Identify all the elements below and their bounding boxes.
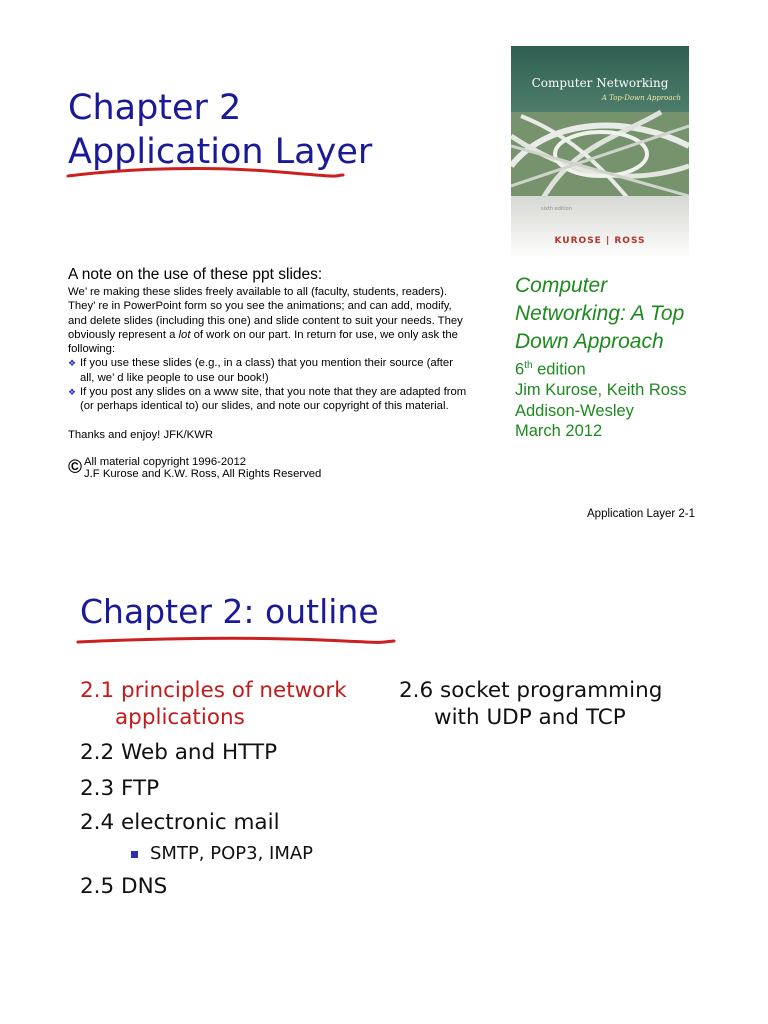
note-paragraph-emphasis: lot [178,328,191,341]
outline-item-2-2: 2.2 Web and HTTP [80,740,278,765]
outline-subitem-mail-protocols: SMTP, POP3, IMAP [150,843,314,864]
outline-title-underline [72,632,402,650]
edition-suffix: th [524,360,533,371]
outline-item-2-6-line-2: with UDP and TCP [434,705,626,730]
slide-title-line-1: Chapter 2 [68,88,242,128]
note-bullet-text: If you post any slides on a www site, that you note that they are adapted from (or perhaps identical to) our slides, and note our copyright of this material. [80,386,467,413]
outline-item-2-3: 2.3 FTP [80,776,160,801]
cover-edition: sixth edition [541,206,572,212]
outline-item-2-1-line-2: applications [115,705,245,730]
cover-authors: KUROSE | ROSS [554,236,646,246]
book-date: March 2012 [515,422,603,440]
usage-note [68,266,468,484]
cover-title: Computer Networking [531,76,669,90]
edition-word: edition [532,360,586,379]
slide-number: Application Layer 2-1 [587,508,696,520]
title-underline [60,164,360,186]
note-paragraph-part-2: of work on our part. In return for use, we only ask the following: [68,328,458,356]
note-bullet-list [68,356,468,413]
note-bullet-text: If you use these slides (e.g., in a class) that you mention their source (after all, we’ d like people to use our book!) [80,357,453,384]
copyright-icon: © [68,456,82,478]
note-paragraph [68,285,468,356]
book-edition [515,356,755,380]
slide-title-line-2: Application Layer [68,132,373,172]
book-title-line-1: Computer [515,274,608,297]
outline-title: Chapter 2: outline [80,592,379,631]
diamond-bullet-icon: ❖ [68,387,77,398]
note-bullet-item [68,385,468,414]
note-paragraph-part-1: We’ re making these slides freely available to all (faculty, students, readers). They’ re in PowerPoint form so you see the animations; and can add, modify, and delete slides (including this one) and slide content to suit your needs. They obviously represent a [68,286,463,341]
square-bullet-icon [131,851,138,858]
diamond-bullet-icon: ❖ [68,358,77,369]
outline-item-2-5: 2.5 DNS [80,874,168,899]
outline-item-2-1-line-1: 2.1 principles of network [80,678,347,703]
note-heading: A note on the use of these ppt slides: [68,266,323,283]
thanks-line: Thanks and enjoy! JFK/KWR [68,428,214,441]
outline-item-2-4: 2.4 electronic mail [80,810,280,835]
slide-2 [0,540,768,1024]
book-publisher: Addison-Wesley [515,401,634,420]
note-bullet-item [68,356,468,385]
book-info [515,272,755,442]
book-title-line-3: Down Approach [515,330,664,353]
copyright-notice [68,456,468,484]
book-title-line-2: Networking: A Top [515,302,685,325]
book-cover-image [511,46,689,260]
copyright-line-1: All material copyright 1996-2012 [84,455,247,468]
cover-subtitle: A Top-Down Approach [601,94,681,102]
copyright-line-2: J.F Kurose and K.W. Ross, All Rights Reserved [84,467,322,480]
outline-item-2-6-line-1: 2.6 socket programming [399,678,663,703]
edition-number: 6 [515,360,525,379]
book-authors: Jim Kurose, Keith Ross [515,381,687,399]
